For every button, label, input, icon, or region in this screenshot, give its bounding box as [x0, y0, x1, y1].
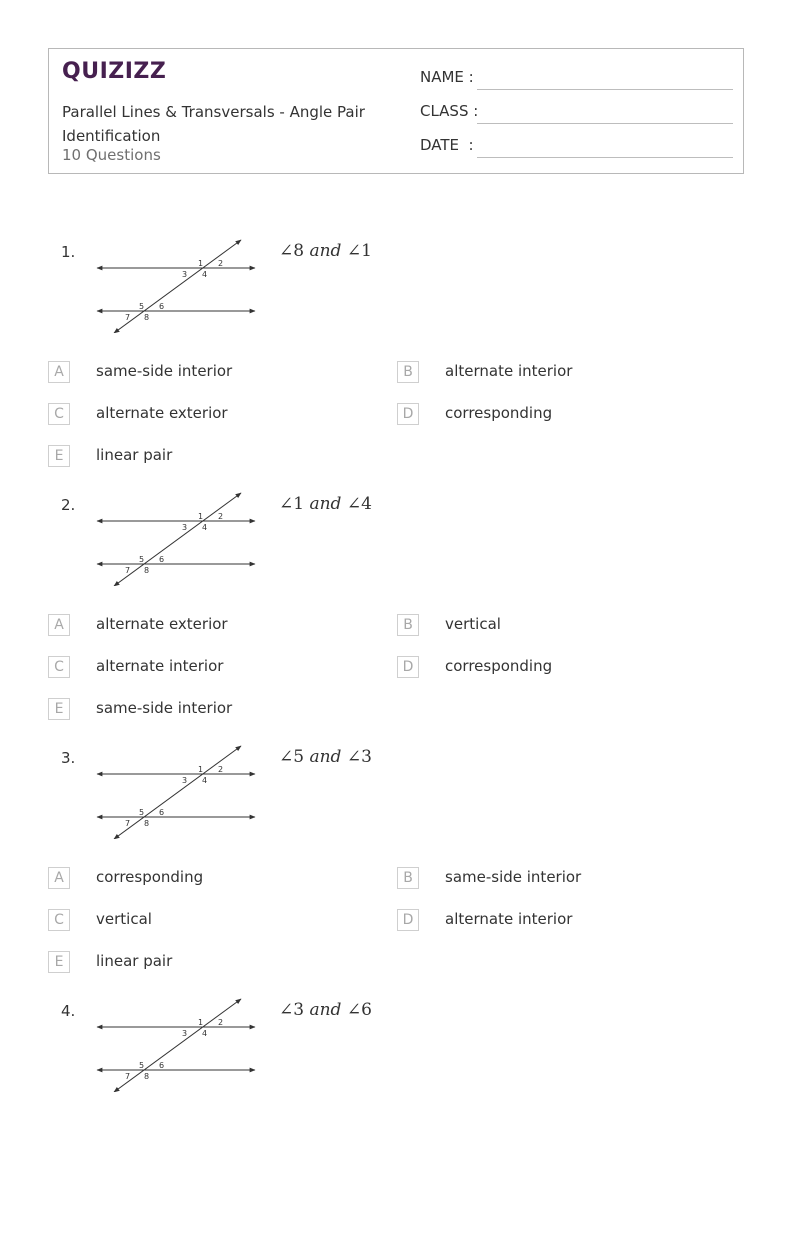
quizizz-logo: QUIZIZZ — [62, 59, 167, 84]
angle-a: ∠3 — [279, 1000, 305, 1020]
worksheet-title: Parallel Lines & Transversals - Angle Pair Identification — [62, 103, 365, 145]
option-letter-box[interactable]: A — [48, 867, 70, 889]
angle-label: 4 — [202, 523, 208, 532]
angle-label: 6 — [159, 555, 165, 564]
angle-label: 5 — [139, 555, 145, 564]
conjunction: and — [309, 241, 342, 261]
option-text: alternate interior — [445, 910, 573, 928]
option-text: same-side interior — [96, 699, 233, 717]
name-label: NAME : — [420, 68, 474, 86]
transversal-line — [114, 746, 241, 839]
class-label: CLASS : — [420, 102, 479, 120]
name-field — [420, 68, 474, 86]
angle-a: ∠5 — [279, 747, 305, 767]
angle-b: ∠3 — [346, 747, 372, 767]
date-line[interactable] — [477, 157, 733, 158]
conjunction: and — [309, 1000, 342, 1020]
angle-label: 4 — [202, 776, 208, 785]
worksheet-header — [48, 48, 744, 174]
transversal-figure — [94, 482, 264, 586]
question-prompt — [279, 1000, 372, 1020]
name-line[interactable] — [477, 89, 733, 90]
option-letter-box[interactable]: C — [48, 909, 70, 931]
option-letter-box[interactable]: C — [48, 403, 70, 425]
angle-label: 8 — [144, 1072, 150, 1081]
question — [0, 749, 794, 999]
option-text: corresponding — [445, 657, 553, 675]
option-text: linear pair — [96, 446, 173, 464]
option-text: same-side interior — [96, 362, 233, 380]
transversal-line — [114, 240, 241, 333]
angle-label: 6 — [159, 302, 165, 311]
angle-label: 3 — [182, 523, 188, 532]
angle-label: 3 — [182, 270, 188, 279]
option-letter-box[interactable]: A — [48, 361, 70, 383]
option-text: vertical — [445, 615, 501, 633]
angle-label: 2 — [218, 765, 224, 774]
angle-label: 1 — [198, 259, 204, 268]
angle-label: 8 — [144, 313, 150, 322]
angle-b: ∠1 — [346, 241, 372, 261]
date-field — [420, 136, 474, 154]
question — [0, 496, 794, 746]
option-letter-box[interactable]: A — [48, 614, 70, 636]
question-number: 4. — [61, 1002, 76, 1020]
angle-label: 1 — [198, 1018, 204, 1027]
angle-label: 2 — [218, 512, 224, 521]
angle-label: 7 — [125, 1072, 131, 1081]
angle-label: 1 — [198, 512, 204, 521]
class-field — [420, 102, 478, 120]
angle-label: 5 — [139, 302, 145, 311]
question-prompt — [279, 494, 372, 514]
conjunction: and — [309, 747, 342, 767]
angle-label: 5 — [139, 808, 145, 817]
option-letter-box[interactable]: E — [48, 445, 70, 467]
angle-label: 3 — [182, 1029, 188, 1038]
option-text: corresponding — [445, 404, 553, 422]
option-text: same-side interior — [445, 868, 582, 886]
option-text: vertical — [96, 910, 152, 928]
option-text: linear pair — [96, 952, 173, 970]
question-number: 1. — [61, 243, 76, 261]
angle-label: 4 — [202, 1029, 208, 1038]
option-letter-box[interactable]: E — [48, 951, 70, 973]
angle-label: 4 — [202, 270, 208, 279]
option-text: alternate interior — [445, 362, 573, 380]
question-figure — [94, 482, 264, 590]
question-figure — [94, 988, 264, 1096]
angle-a: ∠1 — [279, 494, 305, 514]
angle-a: ∠8 — [279, 241, 305, 261]
question — [0, 1002, 794, 1252]
angle-label: 1 — [198, 765, 204, 774]
option-letter-box[interactable]: D — [397, 403, 419, 425]
angle-label: 5 — [139, 1061, 145, 1070]
angle-label: 7 — [125, 819, 131, 828]
question-prompt — [279, 241, 372, 261]
angle-b: ∠6 — [346, 1000, 372, 1020]
angle-label: 6 — [159, 1061, 165, 1070]
transversal-line — [114, 493, 241, 586]
angle-b: ∠4 — [346, 494, 372, 514]
angle-label: 7 — [125, 566, 131, 575]
angle-label: 8 — [144, 819, 150, 828]
angle-label: 2 — [218, 1018, 224, 1027]
date-label: DATE : — [420, 136, 474, 154]
question — [0, 243, 794, 493]
option-text: alternate exterior — [96, 615, 228, 633]
question-figure — [94, 229, 264, 337]
option-text: alternate interior — [96, 657, 224, 675]
option-letter-box[interactable]: B — [397, 614, 419, 636]
option-letter-box[interactable]: D — [397, 909, 419, 931]
transversal-figure — [94, 735, 264, 839]
option-letter-box[interactable]: D — [397, 656, 419, 678]
conjunction: and — [309, 494, 342, 514]
angle-label: 2 — [218, 259, 224, 268]
transversal-figure — [94, 988, 264, 1092]
option-letter-box[interactable]: C — [48, 656, 70, 678]
question-prompt — [279, 747, 372, 767]
option-letter-box[interactable]: E — [48, 698, 70, 720]
angle-label: 3 — [182, 776, 188, 785]
angle-label: 8 — [144, 566, 150, 575]
option-letter-box[interactable]: B — [397, 867, 419, 889]
class-line[interactable] — [477, 123, 733, 124]
option-text: alternate exterior — [96, 404, 228, 422]
question-number: 3. — [61, 749, 76, 767]
question-figure — [94, 735, 264, 843]
transversal-line — [114, 999, 241, 1092]
option-letter-box[interactable]: B — [397, 361, 419, 383]
angle-label: 7 — [125, 313, 131, 322]
transversal-figure — [94, 229, 264, 333]
angle-label: 6 — [159, 808, 165, 817]
question-count: 10 Questions — [62, 146, 161, 164]
option-text: corresponding — [96, 868, 204, 886]
question-number: 2. — [61, 496, 76, 514]
